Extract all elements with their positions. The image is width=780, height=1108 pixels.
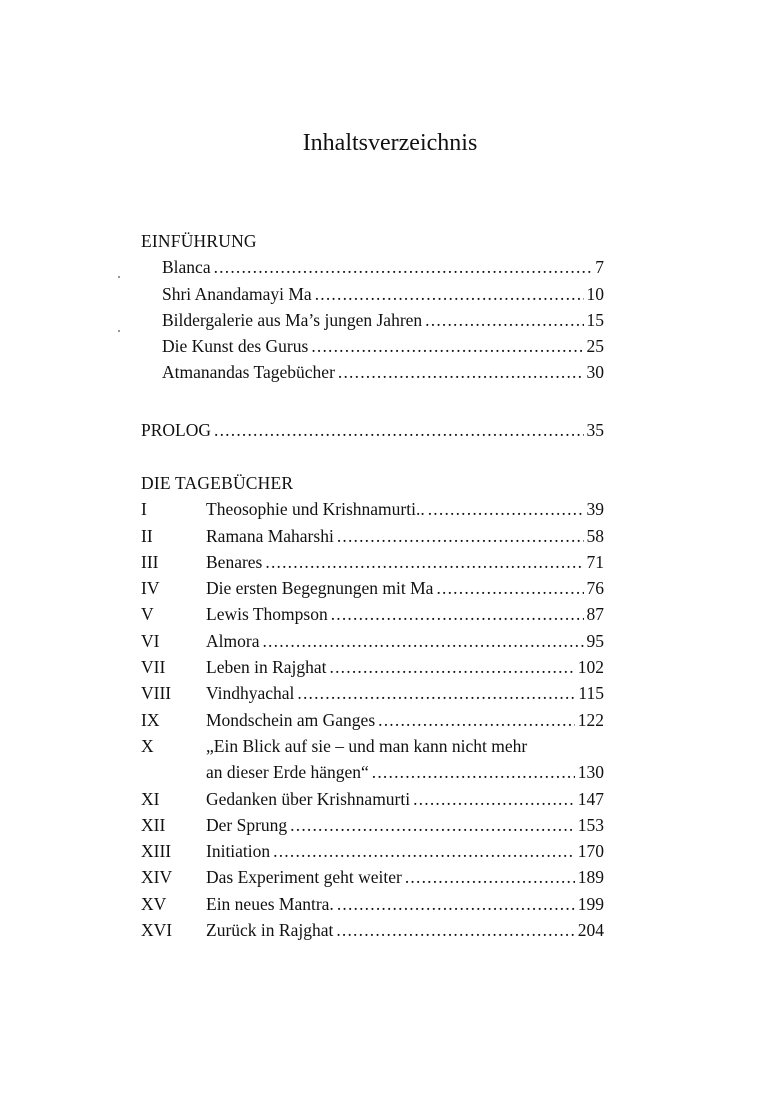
toc-entry[interactable] [141,864,604,890]
entry-page: 71 [586,551,604,572]
entry-page: 199 [577,893,604,914]
toc-entry[interactable] [141,549,604,575]
entry-page: 122 [577,709,604,730]
entry-page: 30 [586,362,604,383]
entry-label: Die Kunst des Gurus [162,336,309,357]
section-heading: DIE TAGEBÜCHER [141,473,294,493]
entry-page: 15 [586,309,604,330]
dot-leader [428,496,584,522]
indent [141,359,162,385]
chapter-number: XI [141,788,160,809]
toc-entry[interactable] [141,333,604,359]
dot-leader [337,523,584,549]
dot-leader [214,417,583,443]
entry-label: Zurück in Rajghat [206,920,334,941]
dot-leader [425,307,583,333]
indent [141,254,162,280]
toc-entry[interactable] [141,812,604,838]
entry-label: Atmanandas Tagebücher [162,362,335,383]
toc-entry[interactable] [141,496,604,522]
entry-page: 153 [577,814,604,835]
dot-leader [413,786,575,812]
toc-entry[interactable] [141,786,604,812]
entry-page: 170 [577,841,604,862]
dot-leader [214,254,593,280]
toc-entry[interactable] [141,654,604,680]
chapter-number: X [141,735,154,756]
chapter-number: VI [141,630,160,651]
chapter-number: IV [141,578,160,599]
chapter-number: VII [141,657,166,678]
toc-entry-prolog[interactable] [141,417,604,443]
entry-label: Initiation [206,841,271,862]
entry-page: 95 [586,630,604,651]
toc-entry[interactable] [141,838,604,864]
entry-page: 10 [586,283,604,304]
toc-entry[interactable] [141,307,604,333]
entry-label: Ramana Maharshi [206,525,334,546]
entry-label: Ein neues Mantra. [206,893,334,914]
toc-entry[interactable] [141,917,604,943]
dot-leader [405,864,575,890]
entry-label-line1: „Ein Blick auf sie – und man kann nicht mehr [206,735,528,756]
chapter-number: XII [141,814,166,835]
entry-page: 39 [586,499,604,520]
dot-leader [436,575,583,601]
dot-leader [338,359,584,385]
section-tagebuecher [141,470,604,943]
dot-leader [290,812,575,838]
chapter-number: II [141,525,153,546]
toc-entry[interactable] [141,680,604,706]
toc-entry-line1[interactable] [141,733,604,759]
entry-page: 189 [577,867,604,888]
toc-entry[interactable] [141,281,604,307]
entry-list [141,496,604,943]
entry-page: 87 [586,604,604,625]
chapter-number: XVI [141,920,173,941]
toc-entry[interactable] [141,628,604,654]
entry-page: 204 [577,920,604,941]
dot-leader [297,680,575,706]
dot-leader [273,838,575,864]
entry-label: Mondschein am Ganges [206,709,376,730]
dot-leader [378,707,575,733]
indent [141,281,162,307]
entry-label: Benares [206,551,263,572]
scan-speck [118,276,120,278]
chapter-number: XIII [141,841,172,862]
dot-leader [265,549,583,575]
entry-page: 115 [578,683,604,704]
section-heading: EINFÜHRUNG [141,231,257,251]
chapter-number: IX [141,709,160,730]
scan-speck [118,330,120,332]
indent [141,333,162,359]
dot-leader [336,917,574,943]
chapter-number: III [141,551,159,572]
dot-leader [330,654,575,680]
entry-page: 130 [577,762,604,783]
entry-page: 102 [577,657,604,678]
entry-page: 76 [586,578,604,599]
indent [141,307,162,333]
entry-label: Vindhyachal [206,683,295,704]
page-title: Inhaltsverzeichnis [302,130,478,156]
entry-label: Shri Anandamayi Ma [162,283,312,304]
section-einfuehrung [141,228,604,386]
entry-label: Die ersten Begegnungen mit Ma [206,578,434,599]
entry-label: Theosophie und Krishnamurti.. [206,499,425,520]
chapter-number: V [141,604,154,625]
toc-entry[interactable] [141,891,604,917]
entry-page: 147 [577,788,604,809]
chapter-number: VIII [141,683,172,704]
dot-leader [315,281,584,307]
dot-leader [337,891,575,917]
entry-list [141,254,604,385]
section-prolog [141,417,604,443]
entry-page: 35 [586,420,604,440]
entry-label: Gedanken über Krishnamurti [206,788,411,809]
entry-label: Lewis Thompson [206,604,328,625]
dot-leader [262,628,583,654]
entry-label: Leben in Rajghat [206,657,327,678]
toc-entry[interactable] [141,707,604,733]
toc-entry[interactable] [141,575,604,601]
chapter-number: XIV [141,867,173,888]
entry-label: an dieser Erde hängen“ [206,762,369,783]
entry-page: 58 [586,525,604,546]
chapter-number: I [141,499,147,520]
entry-page: 7 [595,257,604,278]
toc-entry[interactable] [141,601,604,627]
chapter-number-spacer [141,759,206,785]
entry-label: PROLOG [141,420,212,440]
toc-entry[interactable] [141,523,604,549]
entry-label: Blanca [162,257,211,278]
entry-label: Das Experiment geht weiter [206,867,402,888]
toc-entry[interactable] [141,254,604,280]
dot-leader [311,333,583,359]
toc-entry[interactable] [141,759,604,785]
chapter-number: XV [141,893,167,914]
entry-label: Almora [206,630,260,651]
dot-leader [331,601,584,627]
dot-leader [372,759,575,785]
toc-entry[interactable] [141,359,604,385]
entry-label: Der Sprung [206,814,288,835]
entry-label: Bildergalerie aus Ma’s jungen Jahren [162,309,423,330]
entry-page: 25 [586,336,604,357]
